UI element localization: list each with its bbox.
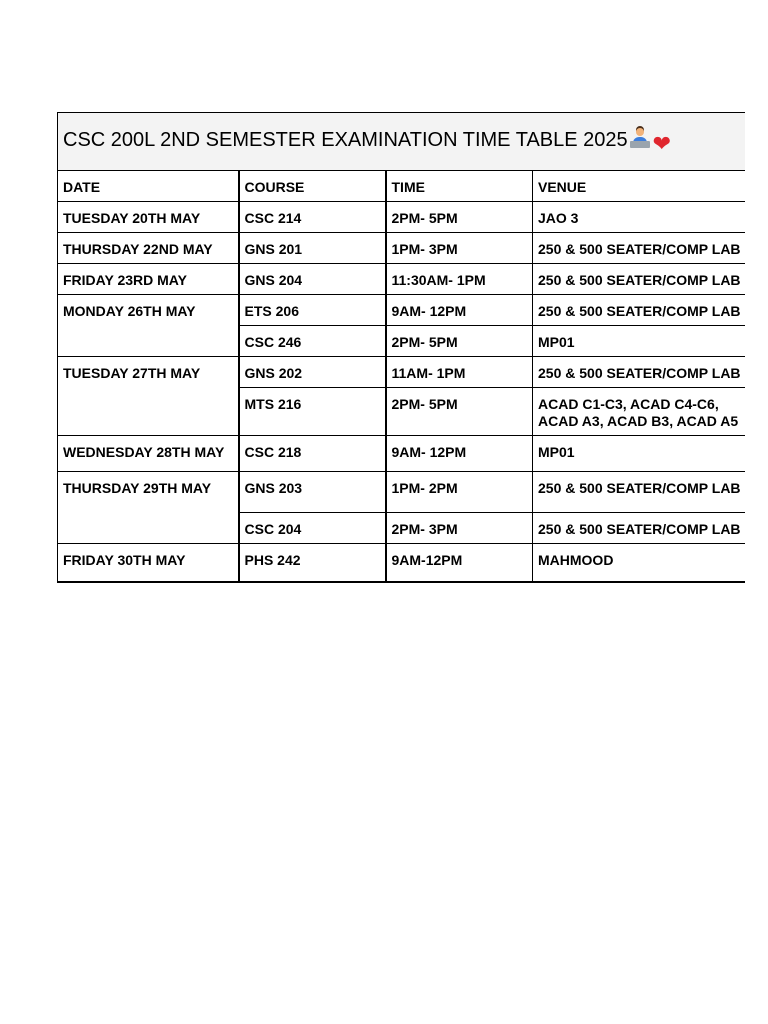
course-cell: GNS 204 — [239, 264, 386, 295]
venue-cell: 250 & 500 SEATER/COMP LAB — [533, 357, 746, 388]
course-cell: GNS 203 — [239, 472, 386, 513]
venue-cell: 250 & 500 SEATER/COMP LAB — [533, 264, 746, 295]
venue-cell: JAO 3 — [533, 202, 746, 233]
column-header-venue: VENUE — [533, 171, 746, 202]
time-cell: 2PM- 3PM — [386, 513, 533, 544]
date-cell: THURSDAY 22ND MAY — [58, 233, 239, 264]
course-cell: CSC 204 — [239, 513, 386, 544]
course-cell: CSC 246 — [239, 326, 386, 357]
venue-cell: 250 & 500 SEATER/COMP LAB — [533, 513, 746, 544]
column-header-course: COURSE — [239, 171, 386, 202]
date-cell: TUESDAY 27TH MAY — [58, 357, 239, 436]
course-cell: PHS 242 — [239, 544, 386, 583]
table-row — [58, 264, 746, 295]
person-at-laptop-icon — [629, 127, 651, 149]
timetable-sheet — [57, 112, 745, 583]
course-cell: GNS 201 — [239, 233, 386, 264]
venue-cell: 250 & 500 SEATER/COMP LAB — [533, 233, 746, 264]
time-cell: 9AM-12PM — [386, 544, 533, 583]
venue-cell: ACAD C1-C3, ACAD C4-C6, ACAD A3, ACAD B3, ACAD A5 — [533, 388, 746, 436]
course-cell: ETS 206 — [239, 295, 386, 326]
table-row — [58, 202, 746, 233]
time-cell: 2PM- 5PM — [386, 202, 533, 233]
time-cell: 2PM- 5PM — [386, 326, 533, 357]
date-cell: TUESDAY 20TH MAY — [58, 202, 239, 233]
date-cell: WEDNESDAY 28TH MAY — [58, 436, 239, 472]
table-row — [58, 357, 746, 388]
date-cell: FRIDAY 30TH MAY — [58, 544, 239, 583]
table-row — [58, 295, 746, 326]
table-row — [58, 472, 746, 513]
date-cell: FRIDAY 23RD MAY — [58, 264, 239, 295]
venue-cell: MP01 — [533, 436, 746, 472]
course-cell: MTS 216 — [239, 388, 386, 436]
title-row — [58, 113, 746, 171]
date-cell: MONDAY 26TH MAY — [58, 295, 239, 357]
time-cell: 1PM- 3PM — [386, 233, 533, 264]
table-row — [58, 436, 746, 472]
time-cell: 9AM- 12PM — [386, 436, 533, 472]
date-cell: THURSDAY 29TH MAY — [58, 472, 239, 544]
time-cell: 2PM- 5PM — [386, 388, 533, 436]
column-header-time: TIME — [386, 171, 533, 202]
table-title: CSC 200L 2ND SEMESTER EXAMINATION TIME TABLE 2025 — [63, 129, 628, 151]
table-row — [58, 233, 746, 264]
column-header-date: DATE — [58, 171, 239, 202]
time-cell: 9AM- 12PM — [386, 295, 533, 326]
time-cell: 11AM- 1PM — [386, 357, 533, 388]
table-title-cell — [58, 113, 746, 171]
time-cell: 11:30AM- 1PM — [386, 264, 533, 295]
course-cell: GNS 202 — [239, 357, 386, 388]
red-heart-icon: ❤ — [652, 132, 672, 157]
venue-cell: MP01 — [533, 326, 746, 357]
exam-timetable — [57, 112, 745, 583]
table-row — [58, 544, 746, 583]
header-row — [58, 171, 746, 202]
venue-cell: 250 & 500 SEATER/COMP LAB — [533, 295, 746, 326]
venue-cell: MAHMOOD — [533, 544, 746, 583]
time-cell: 1PM- 2PM — [386, 472, 533, 513]
course-cell: CSC 214 — [239, 202, 386, 233]
course-cell: CSC 218 — [239, 436, 386, 472]
venue-cell: 250 & 500 SEATER/COMP LAB — [533, 472, 746, 513]
